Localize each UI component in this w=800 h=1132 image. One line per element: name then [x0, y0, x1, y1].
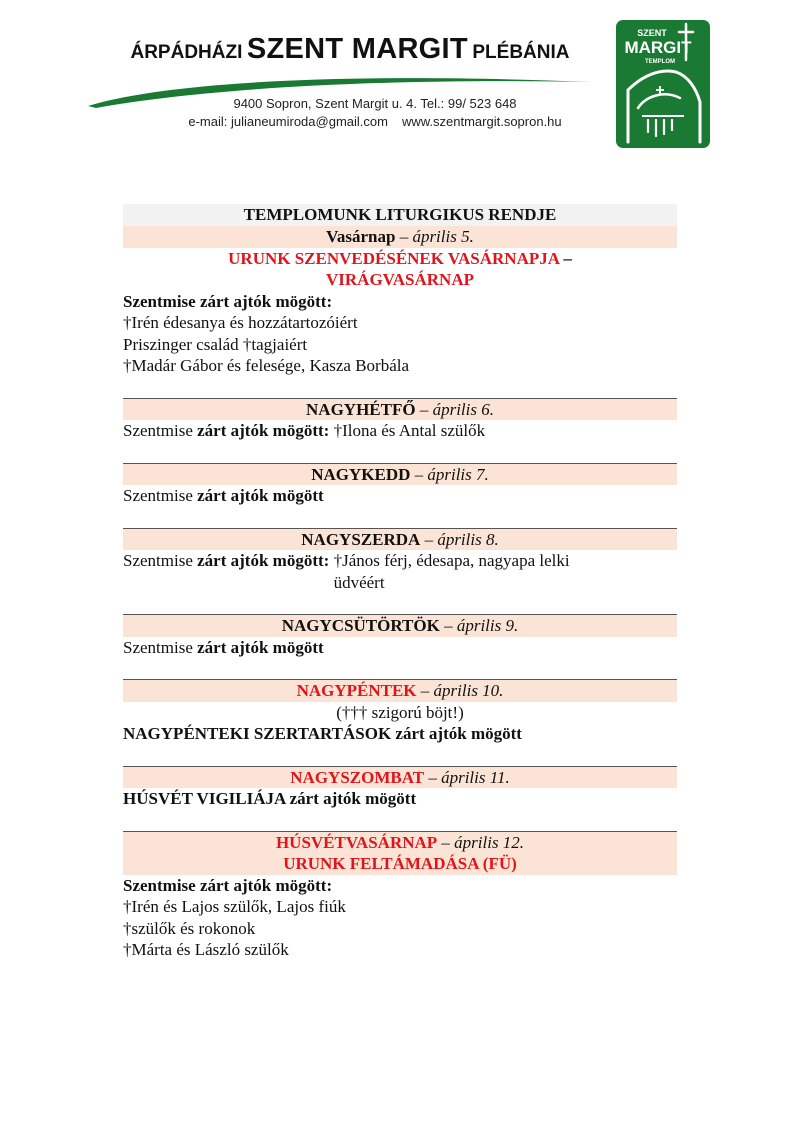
day-date: április 6.	[432, 399, 494, 419]
mass-intention: Priszinger család †tagjaiért	[123, 334, 308, 354]
day-dash: –	[410, 464, 428, 484]
day-header-thursday	[123, 614, 677, 637]
mass-intention: †Márta és László szülők	[123, 940, 289, 959]
day-date: április 10.	[433, 681, 504, 700]
logo-text-main: MARGIT	[624, 38, 692, 57]
parish-website: www.szentmargit.sopron.hu	[401, 114, 562, 129]
feast-title	[123, 248, 677, 291]
day-date: április 5.	[412, 227, 474, 246]
mass-closed-doors: zárt ajtók mögött	[197, 486, 324, 505]
day-dash: –	[439, 616, 457, 635]
church-logo	[616, 20, 710, 148]
mass-line	[123, 637, 677, 659]
mass-prefix: Szentmise	[123, 551, 198, 570]
mass-closed-doors: zárt ajtók mögött:	[197, 421, 330, 440]
day-header-sunday	[123, 226, 677, 248]
mass-prefix: Szentmise	[123, 486, 198, 505]
mass-intention: †Irén és Lajos szülők, Lajos fiúk	[123, 897, 346, 916]
day-name: NAGYPÉNTEK	[296, 681, 417, 700]
day-date: április 12.	[454, 832, 525, 852]
service-line: NAGYPÉNTEKI SZERTARTÁSOK zárt ajtók mögött	[123, 724, 522, 743]
mass-intention: †Madár Gábor és felesége, Kasza Borbála	[123, 356, 410, 375]
day-name: NAGYSZERDA	[301, 529, 421, 549]
day-dash: –	[420, 529, 438, 549]
day-dash: –	[415, 399, 433, 419]
feast-title: URUNK FELTÁMADÁSA (FÜ)	[283, 854, 517, 873]
parish-name-suffix: PLÉBÁNIA	[472, 42, 570, 63]
day-header-tuesday	[123, 463, 677, 486]
mass-intention: †szülők és rokonok	[123, 918, 256, 938]
service-line: HÚSVÉT VIGILIÁJA zárt ajtók mögött	[123, 789, 417, 808]
feast-line-1: URUNK SZENVEDÉSÉNEK VASÁRNAPJA	[228, 248, 560, 268]
feast-dash: –	[559, 248, 572, 268]
day-dash: –	[395, 227, 413, 246]
parish-address: 9400 Sopron, Szent Margit u. 4. Tel.: 99/ 523 648	[233, 96, 517, 111]
mass-heading: Szentmise zárt ajtók mögött:	[123, 291, 333, 311]
day-name: HÚSVÉTVASÁRNAP	[275, 832, 438, 852]
day-name: NAGYCSÜTÖRTÖK	[281, 616, 440, 635]
parish-name-prefix: ÁRPÁDHÁZI	[130, 42, 243, 63]
mass-closed-doors: zárt ajtók mögött	[197, 637, 324, 657]
day-date: április 9.	[456, 616, 519, 635]
parish-contact	[140, 114, 610, 129]
day-header-friday	[123, 679, 677, 702]
mass-intention: †Irén édesanya és hozzátartozóiért	[123, 313, 358, 332]
mass-prefix: Szentmise	[123, 637, 198, 657]
day-header-monday	[123, 398, 677, 421]
day-name: Vasárnap	[326, 227, 396, 246]
parish-name-main: SZENT MARGIT	[246, 33, 468, 65]
day-header-easter	[123, 831, 677, 875]
mass-line	[123, 485, 677, 507]
day-name: NAGYSZOMBAT	[290, 767, 425, 787]
mass-label	[123, 550, 334, 593]
mass-line	[123, 420, 677, 442]
logo-text-top: SZENT	[637, 28, 667, 38]
parish-name	[110, 33, 590, 66]
fasting-note: (††† szigorú böjt!)	[336, 702, 464, 722]
mass-closed-doors: zárt ajtók mögött:	[197, 551, 330, 570]
day-date: április 7.	[427, 464, 489, 484]
day-date: április 11.	[441, 767, 510, 787]
document-title: TEMPLOMUNK LITURGIKUS RENDJE	[123, 204, 677, 226]
day-dash: –	[416, 681, 434, 700]
letterhead	[0, 0, 800, 170]
day-dash: –	[424, 767, 442, 787]
day-date: április 8.	[437, 529, 499, 549]
mass-intention: †Ilona és Antal szülők	[329, 421, 486, 440]
parish-email: e-mail: julianeumiroda@gmail.com	[188, 114, 388, 129]
day-header-wednesday	[123, 528, 677, 551]
mass-heading: Szentmise zárt ajtók mögött:	[123, 875, 333, 895]
day-dash: –	[437, 832, 455, 852]
day-header-saturday	[123, 766, 677, 789]
logo-text-bottom: TEMPLOM	[645, 59, 675, 65]
day-name: NAGYKEDD	[311, 464, 411, 484]
day-name: NAGYHÉTFŐ	[306, 399, 416, 419]
mass-intention: †János férj, édesapa, nagyapa lelki üdvéért	[333, 551, 570, 592]
liturgy-schedule	[123, 204, 677, 961]
feast-line-2: VIRÁGVASÁRNAP	[326, 270, 474, 289]
mass-prefix: Szentmise	[123, 421, 198, 440]
mass-line	[123, 550, 677, 593]
